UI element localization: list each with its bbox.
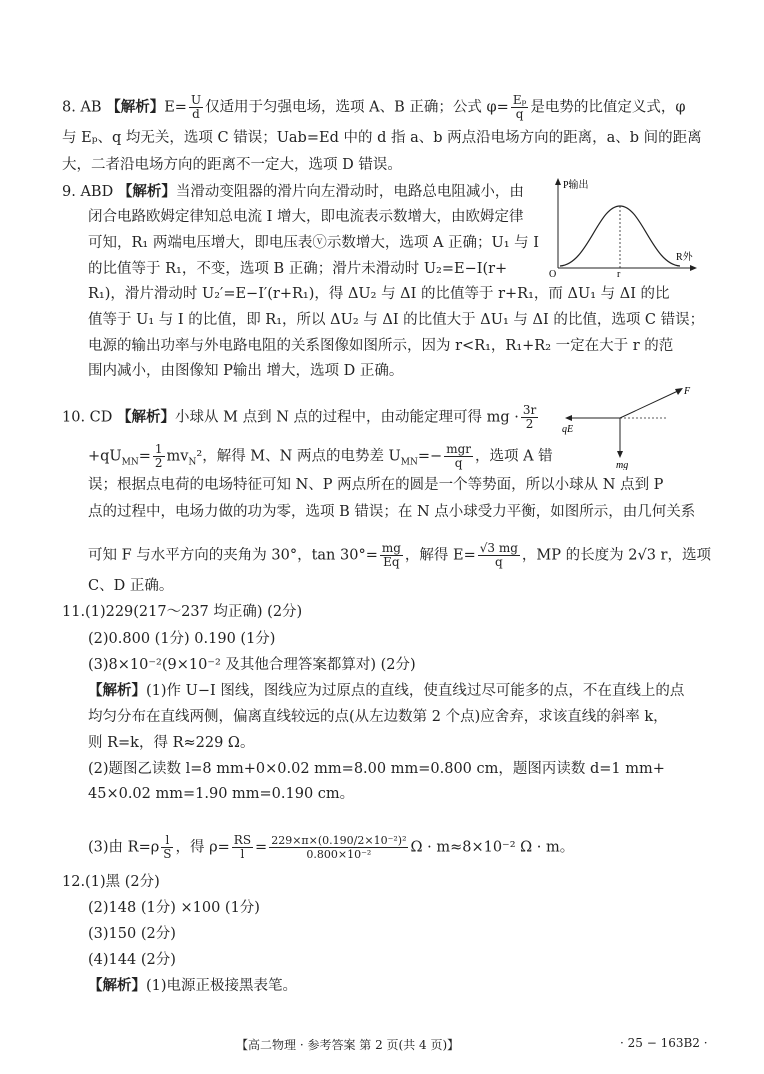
q10-line6: C、D 正确。 xyxy=(88,578,174,594)
q8-line2: 与 Eₚ、q 均无关，选项 C 错误；Uab=Ed 中的 d 指 a、b 两点沿电场方向的距离，a、b 间的距离 xyxy=(62,130,702,146)
q8-line3: 大，二者沿电场方向的距离不一定大，选项 D 错误。 xyxy=(62,157,402,173)
q10-line1 xyxy=(62,404,540,431)
q8-text: 仅适用于匀强电场，选项 A、B 正确；公式 φ= xyxy=(205,99,509,116)
q11-explain-5: 45×0.02 mm=1.90 mm=0.190 cm。 xyxy=(88,786,355,802)
q12-answer-4: (4)144 (2分) xyxy=(88,952,176,968)
q8-line1 xyxy=(62,94,686,121)
q9-line3: 可知，R₁ 两端电压增大，即电压表ⓥ示数增大，选项 A 正确；U₁ 与 I xyxy=(88,235,540,251)
q9-text: 当滑动变阻器的滑片向左滑动时，电路总电阻减小，由 xyxy=(175,184,524,200)
fraction-l-over-s: $\frac{l}{S}$ xyxy=(163,833,172,861)
q9-line4: 的比值等于 R₁，不变，选项 B 正确；滑片未滑动时 U₂=E−I(r+ xyxy=(88,261,508,277)
fraction-sqrt3mg-over-q: $\frac{√3 mg}{q}$ xyxy=(479,541,518,569)
q10-number: 10. xyxy=(62,409,86,426)
fraction-mgr-over-q: $\frac{\text{mgr}}{q}$ xyxy=(446,442,471,470)
graph-peak-label: r xyxy=(617,269,621,278)
q9-answer: ABD xyxy=(80,184,114,200)
q11-explain-6: (3)由 R=ρ $\frac{l}{S}$ ，得 ρ= $\frac{RS}{l}$ = $\frac{\text{229×π×(0.190/2×10⁻²)²}}{\text{0.800×10⁻²}}$ Ω · m≈8×10⁻² Ω · m。 xyxy=(88,833,575,861)
q9-line2: 闭合电路欧姆定律知总电流 I 增大，即电流表示数增大，由欧姆定律 xyxy=(88,209,524,225)
force-diagram xyxy=(556,382,696,470)
q9-analysis-tag: 【解析】 xyxy=(117,183,176,200)
fraction-resistivity-calc: $\frac{\text{229×π×(0.190/2×10⁻²)²}}{\text{0.800×10⁻²}}$ xyxy=(271,834,407,861)
graph-y-label: P输出 xyxy=(563,180,589,191)
q12-analysis-tag: 【解析】 xyxy=(88,977,146,994)
graph-x-label: R外 xyxy=(676,252,693,263)
q11-answer-3: (3)8×10⁻²(9×10⁻² 及其他合理答案都算对) (2分) xyxy=(88,657,416,673)
q9-line6: 值等于 U₁ 与 I 的比值，即 R₁，所以 ΔU₂ 与 ΔI 的比值大于 ΔU₁ 与 ΔI 的比值，选项 C 错误； xyxy=(88,312,705,328)
fraction-1-over-2: $\frac{1}{2}$ xyxy=(154,442,163,470)
q12-answer-2: (2)148 (1分) ×100 (1分) xyxy=(88,900,260,916)
q8-analysis-tag: 【解析】 xyxy=(106,98,165,116)
q11-explain-4: (2)题图乙读数 l=8 mm+0×0.02 mm=8.00 mm=0.800 cm，题图丙读数 d=1 mm+ xyxy=(88,761,665,777)
q9-number: 9. xyxy=(62,184,76,200)
force-qe-label: qE xyxy=(562,424,574,435)
q11-answer-2: (2)0.800 (1分) 0.190 (1分) xyxy=(88,631,276,647)
q8-answer: AB xyxy=(80,99,102,116)
q10-line3: 误；根据点电荷的电场特征可知 N、P 两点所在的圆是一个等势面，所以小球从 N 点到 P xyxy=(88,477,664,493)
power-resistance-graph xyxy=(548,176,698,278)
force-mg-label: mg xyxy=(616,460,629,470)
fraction-u-over-d: $\frac{U}{d}$ xyxy=(190,93,202,121)
q11-explain-3: 则 R=k，得 R≈229 Ω。 xyxy=(88,735,255,751)
fraction-ep-over-q: $\frac{\text{Eₚ}}{q}$ xyxy=(512,93,527,121)
q11-explain-1: 【解析】(1)作 U−I 图线，图线应为过原点的直线，使直线过尽可能多的点，不在直线上的点 xyxy=(88,682,685,699)
force-f-label: F xyxy=(684,386,691,397)
q11-explain-2: 均匀分布在直线两侧，偏离直线较远的点(从左边数第 2 个点)应舍弃，求该直线的斜率 k， xyxy=(88,709,668,725)
graph-origin: O xyxy=(549,269,557,278)
q9-line8: 围内减小，由图像知 P输出 增大，选项 D 正确。 xyxy=(88,363,404,379)
q12-explain-1: 【解析】(1)电源正极接黑表笔。 xyxy=(88,977,298,994)
q9-line5: R₁)，滑片滑动时 U₂′=E−I′(r+R₁)，得 ΔU₂ 与 ΔI 的比值等于 r+R₁，而 ΔU₁ 与 ΔI 的比 xyxy=(88,286,670,302)
q9-line7: 电源的输出功率与外电路电阻的关系图像如图所示，因为 r<R₁，R₁+R₂ 一定在大于 r 的范 xyxy=(88,338,674,354)
q8-text: 是电势的比值定义式，φ xyxy=(530,99,686,116)
page-footer: 【高二物理 · 参考答案 第 2 页(共 4 页)】 xyxy=(236,1038,460,1052)
q10-line2: $+qU_{MN}=$ $\frac{1}{2}$ $mv_N^2$，解得 M、N 两点的电势差 $U_{MN}=-$ $\frac{\text{mgr}}{q}$ ，选项 A 错 xyxy=(88,442,553,470)
q10-analysis-tag: 【解析】 xyxy=(117,408,176,426)
fraction-rs-over-l: $\frac{RS}{l}$ xyxy=(233,833,252,861)
q12-answer-1: 12.(1)黑 (2分) xyxy=(62,874,160,890)
q9-line1 xyxy=(62,183,524,201)
q10-line4: 点的过程中，电场力做的功为零，选项 B 错误；在 N 点小球受力平衡，如图所示，由几何关系 xyxy=(88,504,696,520)
q11-analysis-tag: 【解析】 xyxy=(88,682,146,699)
q11-answer-1: 11.(1)229(217～237 均正确) (2分) xyxy=(62,604,303,620)
q10-text: 小球从 M 点到 N 点的过程中，由动能定理可得 mg · xyxy=(175,409,519,426)
page-code: · 25 − 163B2 · xyxy=(620,1036,708,1050)
q10-answer: CD xyxy=(89,409,113,426)
fraction-mg-over-eq: $\frac{mg}{Eq}$ xyxy=(381,541,401,569)
q8-text: E= xyxy=(164,99,187,116)
q10-line5: 可知 F 与水平方向的夹角为 30°，tan 30°= $\frac{mg}{Eq}$ ，解得 E= $\frac{√3 mg}{q}$ ，MP 的长度为 2√3 r，选项 xyxy=(88,541,711,569)
q8-number: 8. xyxy=(62,99,76,116)
fraction-3r-over-2: $\frac{3r}{2}$ xyxy=(522,403,537,431)
q12-answer-3: (3)150 (2分) xyxy=(88,926,176,942)
